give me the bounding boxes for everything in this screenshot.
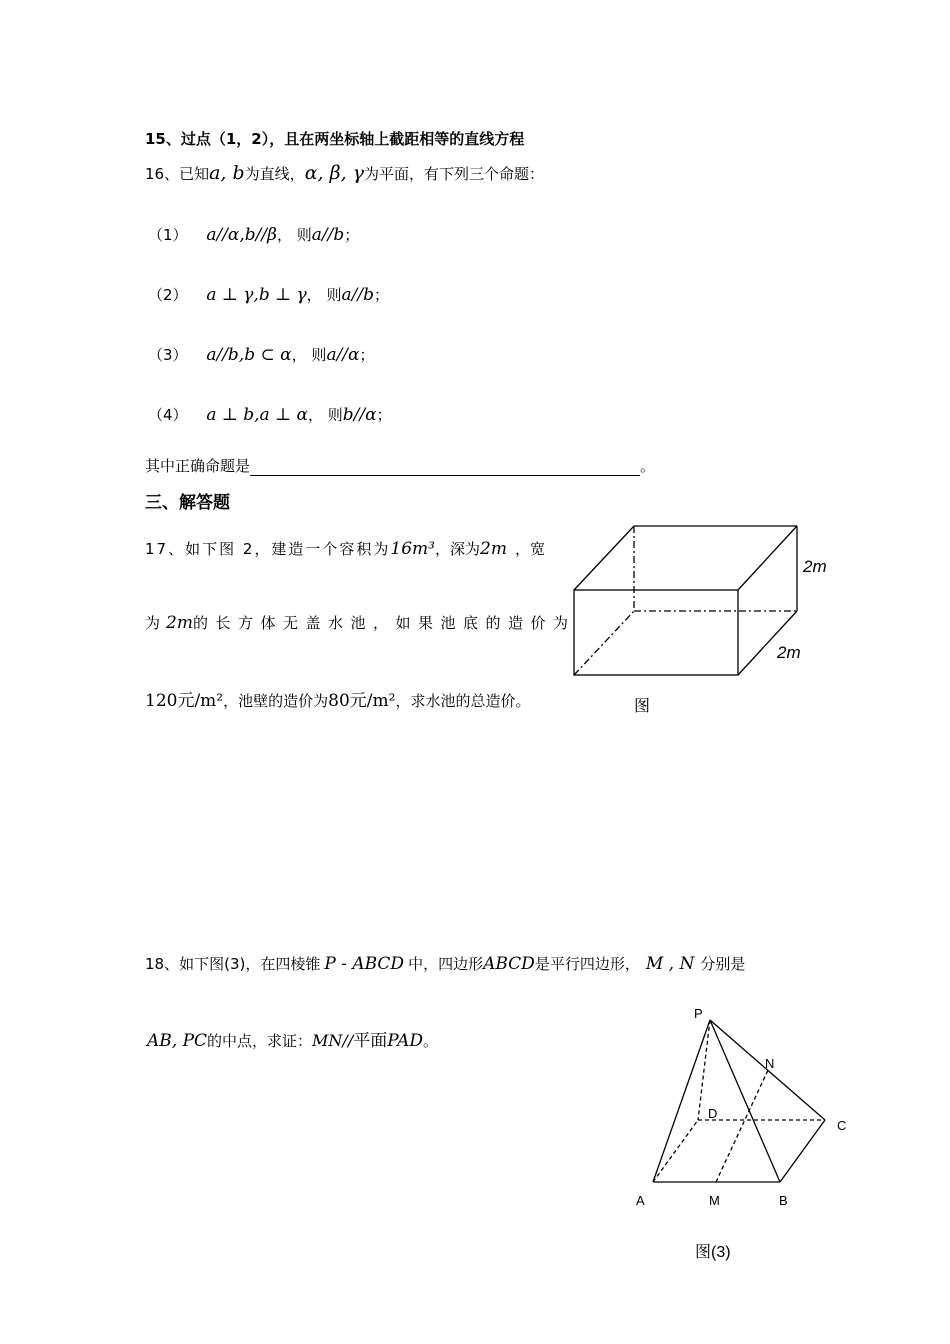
q17-volume: 16m³ [390,539,435,559]
answer-blank[interactable] [250,461,640,476]
pyramid-edge-BC [780,1120,825,1182]
answer-suffix: 。 [640,457,656,475]
box-edge [574,526,634,590]
q17-base-price: 120元/m² [145,691,224,711]
prop-cond: a//α,b//β [206,225,277,245]
q18-segs: AB, PC [147,1031,208,1051]
prop-end: ； [373,286,389,304]
prop-then: 则 [296,226,312,244]
q18-claim-a: MN// [312,1031,354,1050]
q18-pyramid-figure [620,1000,860,1270]
q15-text: 15、过点（1，2），且在两坐标轴上截距相等的直线方程 [145,130,525,148]
prop-num: （2） [148,286,188,304]
q16-prop-4 [148,404,392,425]
q18-text: 的中点，求证： [207,1032,313,1050]
q16-answer-line [145,455,655,476]
box-height-label: 2m [803,557,827,576]
q16-prefix: 16、已知 [145,165,210,183]
q18-pyramid: P - ABCD [324,954,405,974]
prop-num: （4） [148,406,188,424]
q17-text: 的长方体无盖水池，如果池底的造价为 [192,614,576,632]
pyramid-hidden-MN [716,1070,768,1182]
prop-end: ； [359,346,375,364]
pyramid-edge-PA [653,1020,710,1182]
q18-line-2 [147,1026,438,1051]
prop-then: 则 [326,286,342,304]
q16-mid: 为直线， [244,165,305,183]
prop-then: 则 [311,346,327,364]
q17-text: 17、如下图 2，建造一个容积为 [145,540,391,558]
box-edge [738,526,797,590]
q18-line-1 [145,953,745,974]
q18-claim-c: PAD [387,1031,424,1051]
box-hidden-edge [574,611,634,675]
prop-num: （3） [148,346,188,364]
prop-sep: ， [306,286,322,304]
q17-text: ，求水池的总造价。 [395,692,531,710]
section-title: 三、解答题 [145,493,230,513]
q16-prop-2 [148,284,389,305]
q18-text: 18、如下图(3)，在四棱锥 [145,955,321,973]
prop-concl: a//b [311,225,345,245]
prop-end: ； [376,406,392,424]
answer-prefix: 其中正确命题是 [145,457,251,475]
prop-sep: ， [276,226,292,244]
q18-claim-b: 平面 [353,1031,388,1051]
prop-concl: b//α [342,405,377,425]
q17-text: ，池壁的造价为 [223,692,329,710]
pyramid-hidden-PD [698,1020,710,1120]
point-D-label: D [708,1106,718,1121]
pyramid-caption: 图(3) [695,1244,731,1261]
point-B-label: B [779,1193,788,1208]
prop-cond: a//b,b ⊂ α [206,345,292,365]
q16-stem [145,162,544,184]
box-caption: 图 [634,698,651,715]
prop-concl: a//b [341,285,374,305]
prop-sep: ， [307,406,323,424]
box-width-label: 2m [777,643,801,662]
prop-end: ； [344,226,360,244]
point-A-label: A [636,1193,645,1208]
prop-num: （1） [148,226,188,244]
q17-depth: 2m [480,539,507,559]
q17-wall-price: 80元/m² [328,691,396,711]
q17-text: ，宽 [514,540,545,558]
point-N-label: N [765,1056,775,1071]
pyramid-hidden-AD [653,1120,698,1182]
q18-text: 分别是 [700,955,746,973]
q18-text: 中，四边形 [408,955,484,973]
q17-width: 2m [166,613,193,633]
q17-text: ，深为 [434,540,480,558]
q17-line-1 [145,538,545,559]
q16-suffix: 为平面，有下列三个命题： [364,165,545,183]
point-P-label: P [694,1006,703,1021]
q17-line-3 [145,686,530,711]
q16-prop-1 [148,224,359,245]
prop-concl: a//α [326,345,360,365]
prop-then: 则 [327,406,343,424]
q17-line-2 [145,612,575,633]
q18-points: M , N [645,954,695,974]
pyramid-edge-PB [710,1020,780,1182]
q16-planes: α, β, γ [304,162,365,184]
q17-box-figure [560,515,850,725]
q18-text: 。 [423,1032,439,1050]
q18-quad: ABCD [483,954,535,974]
point-C-label: C [837,1118,847,1133]
point-M-label: M [709,1193,720,1208]
q17-text: 为 [145,614,161,632]
box-front-face [574,590,738,675]
prop-sep: ， [291,346,307,364]
q16-vars-ab: a, b [209,162,245,184]
prop-cond: a ⊥ γ,b ⊥ γ [206,285,307,305]
q16-prop-3 [148,344,375,365]
q18-text: 是平行四边形， [534,955,640,973]
prop-cond: a ⊥ b,a ⊥ α [206,405,308,425]
